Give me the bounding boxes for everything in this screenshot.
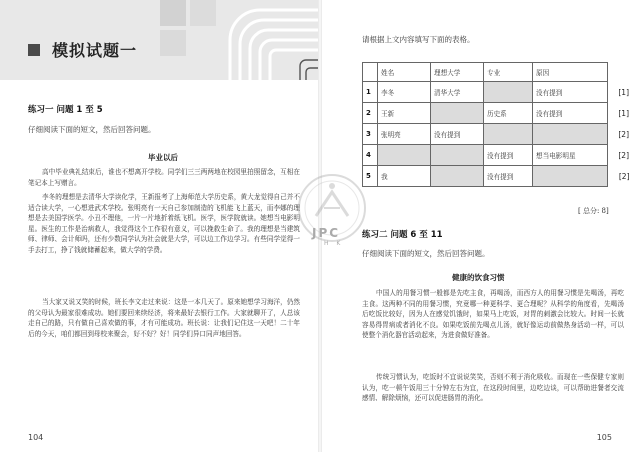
answer-cell[interactable] xyxy=(378,145,431,166)
paragraph-2: 李冬的理想是去清华大学读化学，王新报考了上海师范大学历史系，黄大龙觉得自己并不适合读大学，一心想进武术学校。张明亮有一天自己参加制造的飞机能飞上蓝天，而李娜的理想是去美国学医学。小丑不理他，一片一片地折着纸飞机。医学，医学院就读。她想当电影明星。医生的工作是治病救人，我觉得这个工作很有意义，可以挽救生命了。我的理想是当建筑师、律师、会计师吗，还有少数同学认为社会就是大学，可以边工作边学习。有些同学觉得一手去打工，挣了钱就储蓄起来，做大学的学费。 xyxy=(28,193,300,254)
row-mark: [2] xyxy=(618,150,629,160)
row-number: 2 xyxy=(363,103,378,124)
cell-reason: 想当电影明星 xyxy=(533,145,608,166)
table-row xyxy=(363,124,633,145)
row-number: 4 xyxy=(363,145,378,166)
watermark-subtext: H K xyxy=(324,240,344,247)
row-number: 1 xyxy=(363,82,378,103)
cell-university: 没有提到 xyxy=(431,124,484,145)
banner-square xyxy=(160,30,186,56)
row-number: 5 xyxy=(363,166,378,187)
answer-cell[interactable] xyxy=(431,103,484,124)
paragraph-2: 传统习惯认为，吃饭时不宜说说笑笑，否则不利于消化吸收。而现在一些保健专家则认为，吃一顿午饭用三十分钟左右为宜，在这段时间里，边吃边谈，可以帮助进餐者交流感情、解除烦恼，还可以促进肠胃的消化。 xyxy=(362,373,624,403)
instruction: 仔细阅读下面的短文，然后回答问题。 xyxy=(362,249,490,258)
title-bullet xyxy=(28,44,40,56)
banner-square xyxy=(190,0,216,26)
page-number: 105 xyxy=(596,433,612,442)
paragraph-1: 高中毕业典礼结束后，谁也不想离开学校。同学们三三两两地在校园里拍照留念，互相在笔记本上写赠言。 xyxy=(28,168,300,187)
table-row xyxy=(363,82,633,103)
table-row xyxy=(363,145,633,166)
answer-cell[interactable] xyxy=(533,166,608,187)
table-instruction: 请根据上文内容填写下面的表格。 xyxy=(362,35,475,44)
row-number: 3 xyxy=(363,124,378,145)
cell-major: 没有提到 xyxy=(484,166,533,187)
banner-square xyxy=(160,0,186,26)
answer-cell[interactable] xyxy=(533,124,608,145)
header-major: 专业 xyxy=(484,63,533,82)
answer-table xyxy=(362,62,633,187)
table-corner xyxy=(363,63,378,82)
cell-major: 没有提到 xyxy=(484,145,533,166)
cell-name: 张明亮 xyxy=(378,124,431,145)
table-row xyxy=(363,103,633,124)
cell-major: 历史系 xyxy=(484,103,533,124)
cell-name: 李冬 xyxy=(378,82,431,103)
page-title: 模拟试题一 xyxy=(52,41,138,60)
table-header-row xyxy=(363,63,633,82)
header-name: 姓名 xyxy=(378,63,431,82)
cell-name: 王新 xyxy=(378,103,431,124)
row-mark: [2] xyxy=(618,171,630,181)
answer-cell[interactable] xyxy=(484,124,533,145)
cell-university: 清华大学 xyxy=(431,82,484,103)
row-mark: [1] xyxy=(618,87,629,97)
paragraph-3: 当大家又说又笑的时候，班长李文走过来说：这是一本几天了。原来她想学习海洋，仍然的父母认为最家很难成功。她们要回来续经济，将来最好去银行工作。大家就聊开了，人总该走自己的路，只有做自己喜欢做的事，才有可能成功。班长说：让我们记住这一天吧！二十年后的今天，咱们都回到母校来聚会，好不好？好！同学们异口同声地回答。 xyxy=(28,298,300,338)
table-row xyxy=(363,166,633,187)
answer-cell[interactable] xyxy=(431,166,484,187)
paragraph-1: 中国人的用餐习惯一般都是先吃主食，再喝汤，而西方人的用餐习惯是先喝汤，再吃主食。这两种不同的用餐习惯，究竟哪一种更科学、更合理呢？从科学的角度看，先喝汤后吃饭比较好，因为人在感觉饥饿时，如果马上吃饭，对胃的刺激会比较大。时间一长就容易得胃病或者消化不良。如果吃饭前先喝点儿汤，就好像运动前做热身活动一样，可以使整个消化器官活动起来，为进食做好准备。 xyxy=(362,289,624,340)
article-title: 毕业以后 xyxy=(148,153,178,162)
page-number: 104 xyxy=(28,433,44,442)
watermark-text: JPC xyxy=(312,226,341,240)
header-reason: 原因 xyxy=(533,63,608,82)
section-heading: 练习一 问题 1 至 5 xyxy=(28,105,103,115)
row-mark: [1] xyxy=(618,108,629,118)
banner-lines xyxy=(300,60,320,80)
title-banner xyxy=(0,0,320,80)
section-heading: 练习二 问题 6 至 11 xyxy=(362,230,443,240)
cell-reason: 没有提到 xyxy=(533,82,608,103)
mark-spacer xyxy=(608,63,633,82)
header-university: 理想大学 xyxy=(431,63,484,82)
cell-name: 我 xyxy=(378,166,431,187)
cell-reason: 没有提到 xyxy=(533,103,608,124)
right-page xyxy=(320,0,640,452)
row-mark: [2] xyxy=(618,129,629,139)
article-title: 健康的饮食习惯 xyxy=(452,273,505,282)
total-score: [ 总分: 8] xyxy=(578,207,609,215)
answer-cell[interactable] xyxy=(431,145,484,166)
banner-decoration xyxy=(0,0,320,80)
instruction: 仔细阅读下面的短文，然后回答问题。 xyxy=(28,125,156,134)
answer-cell[interactable] xyxy=(484,82,533,103)
